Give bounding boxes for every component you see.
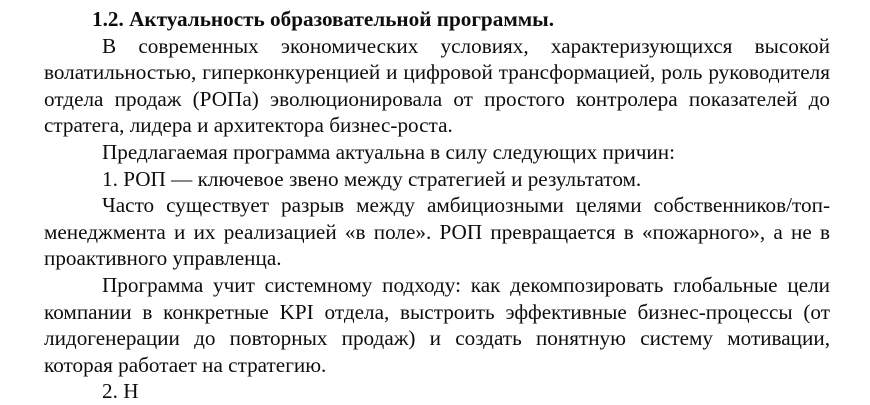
reason-1-body-paragraph-1: Часто существует разрыв между амбициозными целями собственников/топ-менеджмента и их реализацией «в поле». РОП превращается в «пожарного», а не в проактивного управленца.	[44, 193, 830, 271]
reason-2-title-cutoff: 2. Н	[102, 379, 139, 404]
reasons-lead-paragraph: Предлагаемая программа актуальна в силу следующих причин:	[102, 139, 675, 164]
reason-1-title: 1. РОП — ключевое звено между стратегией и результатом.	[102, 166, 642, 191]
section-heading: 1.2. Актуальность образовательной программы.	[92, 7, 555, 31]
reason-1-body-paragraph-2: Программа учит системному подходу: как декомпозировать глобальные цели компании в конкретные KPI отдела, выстроить эффективные бизнес-процессы (от лидогенерации до повторных продаж) и создать понятную систему мотивации, которая работает на стратегию.	[44, 272, 830, 377]
intro-paragraph: В современных экономических условиях, характеризующихся высокой волатильностью, гиперконкуренцией и цифровой трансформацией, роль руководителя отдела продаж (РОПа) эволюционировала от простого контролера показателей до стратега, лидера и архитектора бизнес-роста.	[44, 33, 830, 138]
document-page	[44, 6, 830, 405]
